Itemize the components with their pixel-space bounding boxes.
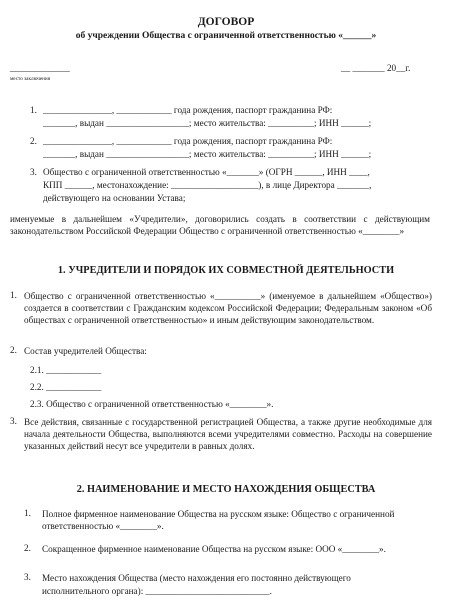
s1-item1-text: Общество с ограниченной ответственностью «__________» (именуемое в дальнейшем «Общество») создается в соответствии с Гражданским кодексом Российской Федерации; Федеральным законом «Об обществах с ограниченной ответственностью» и иным действующим законодательством.: [24, 291, 432, 325]
section-2-heading: 2. НАИМЕНОВАНИЕ И МЕСТО НАХОЖДЕНИЯ ОБЩЕСТВА: [76, 484, 376, 495]
founder-2-number: 2.: [30, 136, 37, 146]
place-blank: _____________: [10, 63, 70, 73]
founder-1-number: 1.: [30, 105, 37, 115]
intro-paragraph: именуемые в дальнейшем «Учредители», договорились создать в соответствии с действующим законодательством Российской Федерации Общество с ограниченной ответственностью «________»: [10, 214, 430, 236]
s1-sub-2-3: 2.3. Общество с ограниченной ответственностью «________».: [30, 399, 274, 409]
founder-2-line1: _______________, ____________ года рождения, паспорт гражданина РФ:: [43, 136, 333, 146]
s2-item1-text: Полное фирменное наименование Общества на русском языке: Общество с ограниченной ответственностью «________».: [42, 509, 395, 531]
s1-item2-text: Состав учредителей Общества:: [24, 346, 147, 356]
founder-1-line2: _______, выдан __________________; место жительства: __________; ИНН ______;: [43, 118, 372, 128]
document-title: ДОГОВОР: [197, 16, 255, 28]
s1-item3-number: 3.: [10, 416, 17, 426]
s1-item3-text: Все действия, связанные с государственной регистрацией Общества, а также другие необходимые для начала деятельности Общества, выполняются всеми учредителями совместно. Расходы на совершение указанных действий несут все учредители в равных долях.: [24, 417, 432, 451]
s1-item2-number: 2.: [10, 345, 17, 355]
s2-item3-line2: исполнительного органа): ___________________________.: [42, 586, 272, 596]
founder-2-line2: _______, выдан __________________; место жительства: __________; ИНН ______;: [43, 149, 372, 159]
contract-date: __ _______ 20__г.: [341, 63, 411, 73]
s2-item2-number: 2.: [24, 543, 31, 553]
section-1-heading: 1. УЧРЕДИТЕЛИ И ПОРЯДОК ИХ СОВМЕСТНОЙ ДЕЯТЕЛЬНОСТИ: [57, 265, 395, 276]
place-label: место заключения: [10, 76, 51, 82]
s1-sub-2-1: 2.1. ____________: [30, 365, 102, 375]
founder-3-line1: Общество с ограниченной ответственностью «_______» (ОГРН ______, ИНН ____,: [43, 167, 370, 177]
founder-3-number: 3.: [30, 167, 37, 177]
founder-3-line3: действующего на основании Устава;: [43, 193, 186, 203]
s2-item3-number: 3.: [24, 572, 31, 582]
s2-item2-text: Сокращенное фирменное наименование Общества на русском языке: ООО «________».: [42, 544, 386, 554]
founder-1-line1: _______________, ____________ года рождения, паспорт гражданина РФ:: [43, 105, 333, 115]
founder-3-line2: КПП ______, местонахождение: ___________________), в лице Директора _______,: [43, 180, 372, 190]
s1-sub-2-2: 2.2. ____________: [30, 382, 102, 392]
document-subtitle: об учреждении Общества с ограниченной ответственностью «______»: [75, 31, 377, 41]
s2-item1-number: 1.: [24, 508, 31, 518]
s2-item3-line1: Место нахождения Общества (место нахождения его постоянно действующего: [42, 573, 351, 583]
s1-item1-number: 1.: [10, 290, 17, 300]
